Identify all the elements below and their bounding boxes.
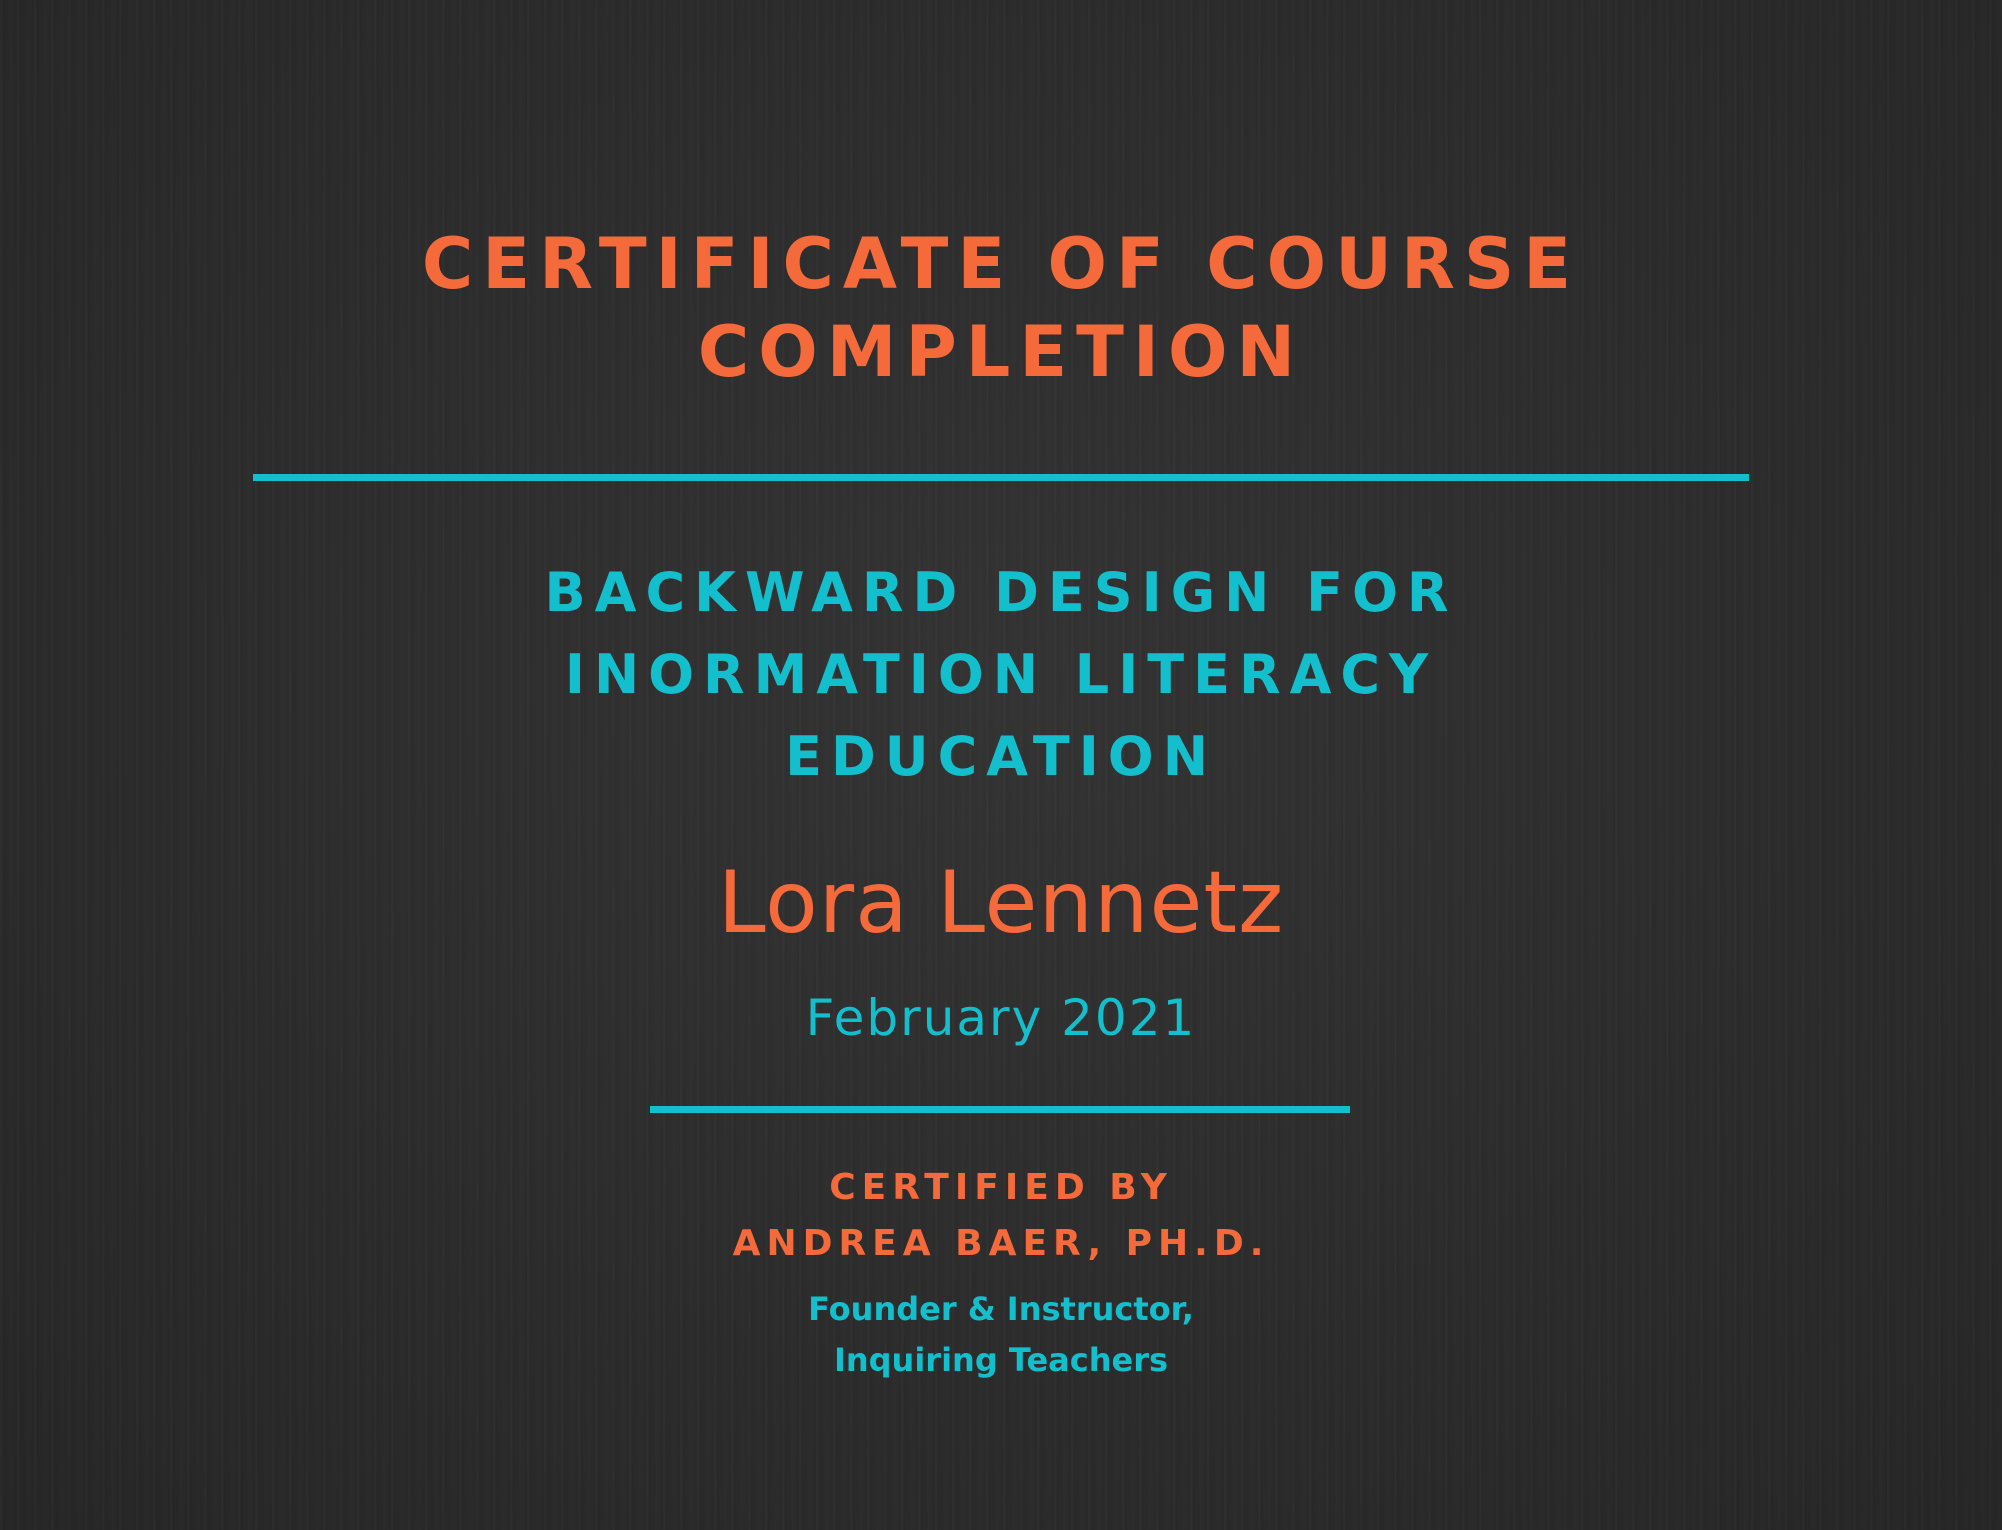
certifier-role-line2: Inquiring Teachers xyxy=(833,1341,1169,1379)
certified-by xyxy=(0,1160,2002,1272)
course-name-line3: EDUCATION xyxy=(785,725,1217,788)
certificate-title-line1: CERTIFICATE OF COURSE xyxy=(421,223,1581,305)
certificate-title xyxy=(0,220,2002,396)
certifier-name: ANDREA BAER, PH.D. xyxy=(732,1223,1270,1264)
top-divider xyxy=(253,474,1749,481)
recipient-name: Lora Lennetz xyxy=(717,853,1285,953)
course-name-line1: BACKWARD DESIGN FOR xyxy=(544,561,1458,624)
course-name-line2: INORMATION LITERACY xyxy=(564,643,1438,706)
certificate-title-line2: COMPLETION xyxy=(697,311,1305,393)
bottom-divider xyxy=(650,1106,1350,1113)
course-name xyxy=(0,552,2002,798)
completion-date: February 2021 xyxy=(805,989,1197,1047)
certifier-role-line1: Founder & Instructor, xyxy=(808,1290,1194,1328)
certifier-role xyxy=(0,1284,2002,1386)
certified-by-label: CERTIFIED BY xyxy=(829,1167,1173,1208)
